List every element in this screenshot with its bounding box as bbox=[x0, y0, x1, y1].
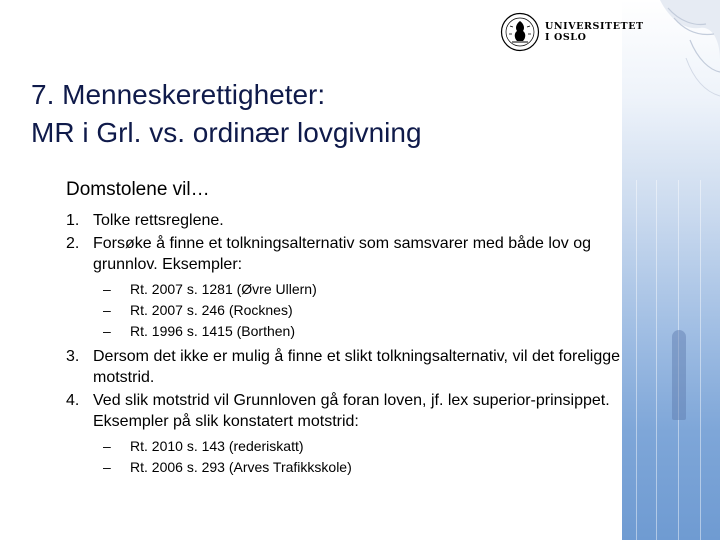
standing-figure-silhouette bbox=[672, 330, 686, 420]
slide-title bbox=[31, 76, 591, 152]
list-number: 3. bbox=[66, 348, 80, 365]
dash-bullet: – bbox=[103, 459, 111, 475]
list-number: 4. bbox=[66, 392, 80, 409]
list-number: 2. bbox=[66, 235, 80, 252]
dash-bullet: – bbox=[103, 281, 111, 297]
title-line-1: 7. Menneskerettigheter: bbox=[31, 79, 326, 110]
list-item-text: Forsøke å finne et tolkningsalternativ som samsvarer med både lov og grunnlov. Eksempler: bbox=[93, 235, 592, 273]
sub-list bbox=[93, 436, 622, 478]
list-item-4 bbox=[66, 390, 622, 478]
title-line-2: MR i Grl. vs. ordinær lovgivning bbox=[31, 117, 422, 148]
list-item-text: Dersom det ikke er mulig å finne et slikt tolkningsalternativ, vil det foreligge motstrid. bbox=[93, 348, 621, 386]
dash-bullet: – bbox=[103, 302, 111, 318]
logo-line-2: I OSLO bbox=[545, 32, 587, 43]
list-item-2 bbox=[66, 233, 622, 342]
sculpture-head-image bbox=[640, 0, 720, 110]
sub-list-item-text: Rt. 2006 s. 293 (Arves Trafikkskole) bbox=[130, 459, 352, 475]
list-item-3 bbox=[66, 346, 622, 388]
sub-list-item bbox=[93, 457, 622, 478]
sub-list-item-text: Rt. 2010 s. 143 (rederiskatt) bbox=[130, 438, 304, 454]
sub-list-item-text: Rt. 2007 s. 246 (Rocknes) bbox=[130, 302, 293, 318]
sub-list-item bbox=[93, 300, 622, 321]
sub-list-item bbox=[93, 436, 622, 457]
dash-bullet: – bbox=[103, 438, 111, 454]
list-number: 1. bbox=[66, 212, 80, 229]
sub-list bbox=[93, 279, 622, 342]
sub-list-item bbox=[93, 279, 622, 300]
list-item-text: Ved slik motstrid vil Grunnloven gå foran loven, jf. lex superior-prinsippet. Eksempler på slik konstatert motstrid: bbox=[93, 392, 610, 430]
list-item-text: Tolke rettsreglene. bbox=[93, 212, 224, 229]
sub-list-item-text: Rt. 2007 s. 1281 (Øvre Ullern) bbox=[130, 281, 317, 297]
university-name bbox=[545, 21, 644, 43]
numbered-list bbox=[66, 210, 622, 478]
sub-list-item bbox=[93, 321, 622, 342]
list-item-1 bbox=[66, 210, 622, 231]
sub-list-item-text: Rt. 1996 s. 1415 (Borthen) bbox=[130, 323, 295, 339]
logo-line-1: UNIVERSITETET bbox=[545, 21, 644, 32]
lead-text: Domstolene vil… bbox=[66, 179, 210, 200]
university-logo bbox=[500, 12, 644, 52]
university-seal-icon bbox=[500, 12, 540, 52]
slide-body bbox=[66, 178, 622, 482]
dash-bullet: – bbox=[103, 323, 111, 339]
